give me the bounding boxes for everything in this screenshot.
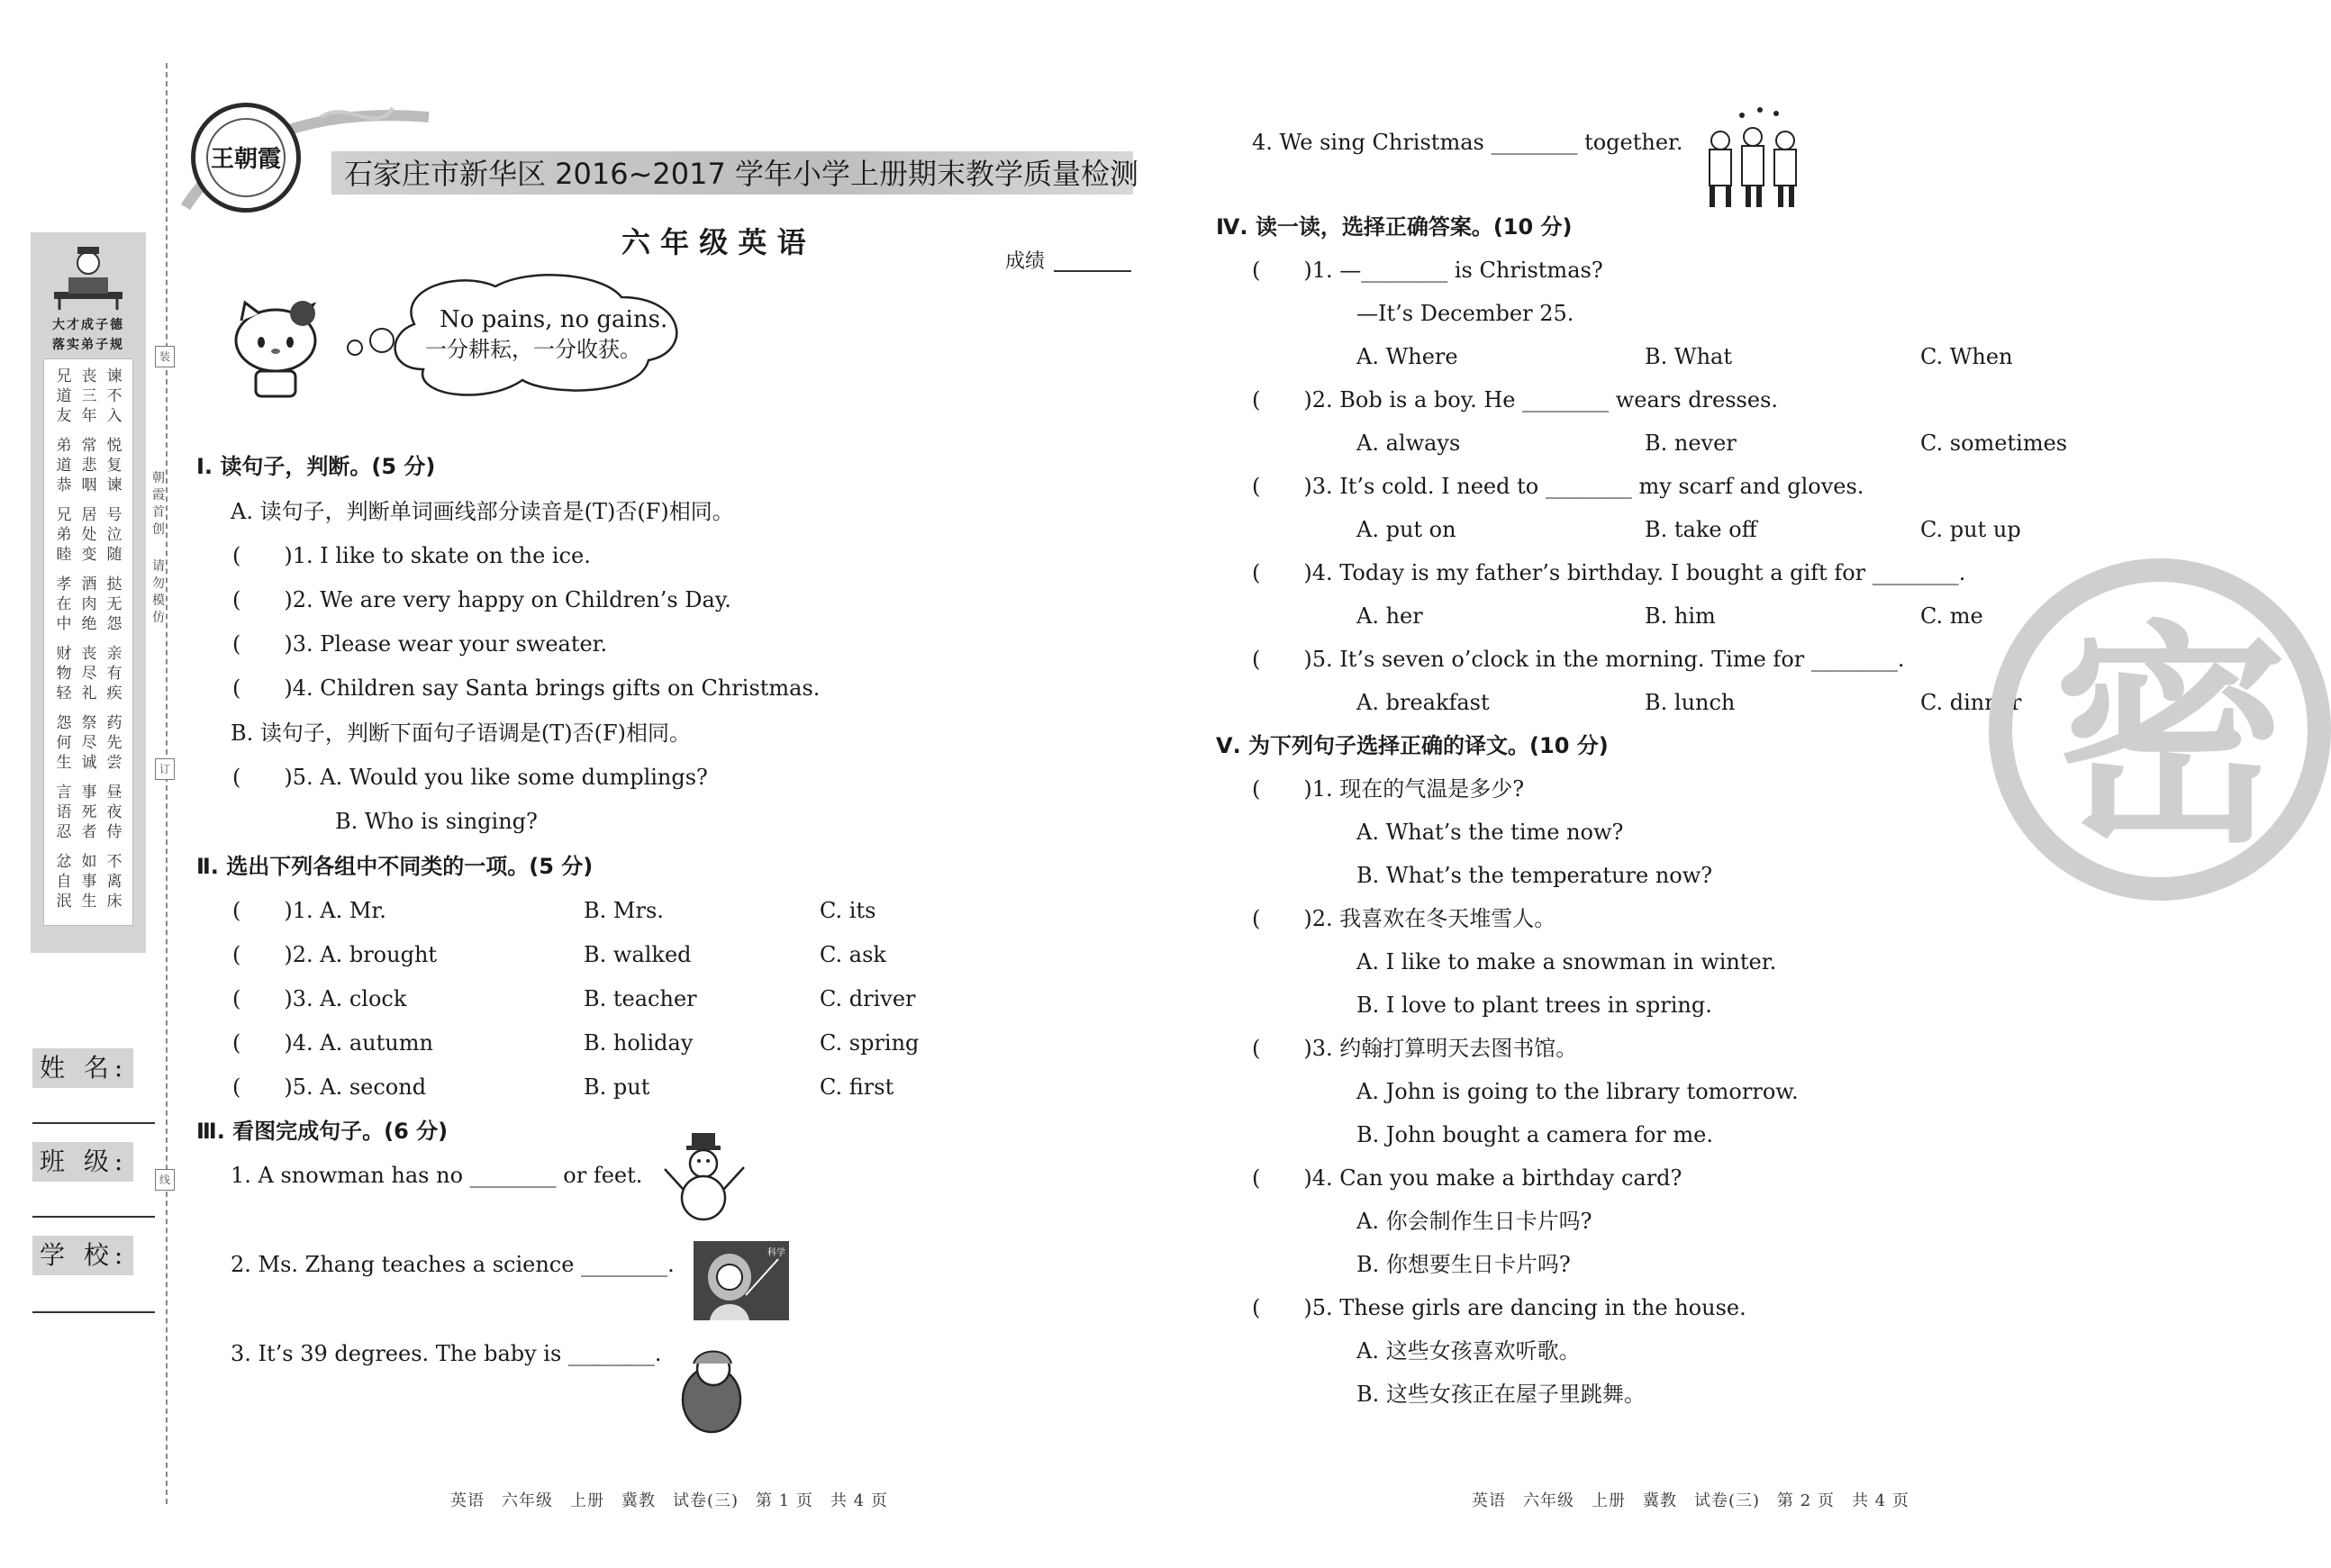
part5-q2-opt-a: A. I like to make a snowman in winter. (1356, 949, 1777, 974)
sidebar-poem-column: 居处变 (81, 506, 97, 564)
sidebar-poem-column: 药先尝 (106, 714, 122, 772)
part3-item-1: 1. A snowman has no ________ or feet. (231, 1163, 643, 1188)
part4-q5-opt-c: C. dinner (1920, 690, 2022, 715)
part4-q4-opt-a: A. her (1356, 603, 1423, 629)
part5-q1: ( )1. 现在的气温是多少? (1252, 776, 1525, 802)
part1-item-2: ( )2. We are very happy on Children’s Day. (232, 587, 731, 612)
blackboard-label: 科学 (767, 1248, 785, 1258)
sidebar-poem-column: 悦复谏 (106, 437, 122, 494)
footer-page-1: 英语 六年级 上册 冀教 试卷(三) 第 1 页 共 4 页 (450, 1491, 888, 1510)
sidebar-poem-column: 事死者 (81, 784, 97, 841)
snowman-icon (659, 1131, 749, 1225)
name-field[interactable] (32, 1122, 155, 1124)
sidebar-poem-column: 挞无怨 (106, 576, 122, 633)
bubble-english-text: No pains, no gains. (440, 306, 668, 333)
sidebar-poem-column: 酒肉绝 (81, 576, 97, 633)
cat-character-icon (225, 294, 333, 402)
part5-q3: ( )3. 约翰打算明天去图书馆。 (1252, 1036, 1578, 1061)
part5-q5-opt-b: B. 这些女孩正在屋子里跳舞。 (1356, 1382, 1646, 1407)
part2-row-1-c: C. its (820, 898, 876, 923)
margin-note-2: 请勿模仿 (152, 559, 165, 625)
footer-page-2: 英语 六年级 上册 冀教 试卷(三) 第 2 页 共 4 页 (1472, 1491, 1909, 1510)
sidebar-poem-column: 祭尽诚 (81, 714, 97, 772)
part2-row-5-a: ( )5. A. second (232, 1074, 427, 1100)
part5-q3-opt-b: B. John bought a camera for me. (1356, 1122, 1713, 1147)
part4-q5-opt-b: B. lunch (1645, 690, 1736, 715)
part2-row-3-b: B. teacher (584, 986, 697, 1011)
part1-item-3: ( )3. Please wear your sweater. (232, 631, 608, 657)
part2-heading: Ⅱ. 选出下列各组中不同类的一项。(5 分) (196, 854, 594, 879)
part1-item-5a: ( )5. A. Would you like some dumplings? (232, 765, 708, 790)
part4-q5: ( )5. It’s seven o’clock in the morning. Time for ________. (1252, 647, 1905, 672)
sick-baby-icon (674, 1346, 749, 1436)
brand-logo-text: 王朝霞 (206, 118, 286, 197)
part5-q2: ( )2. 我喜欢在冬天堆雪人。 (1252, 906, 1556, 931)
class-field[interactable] (32, 1216, 155, 1218)
sidebar-poem-column: 亲有疾 (106, 645, 122, 702)
class-label: 班 级: (32, 1142, 133, 1182)
binding-dashed-line (166, 63, 168, 1504)
part5-q4: ( )4. Can you make a birthday card? (1252, 1165, 1682, 1191)
part4-q1-opt-a: A. Where (1356, 344, 1458, 369)
part2-row-4-a: ( )4. A. autumn (232, 1030, 433, 1056)
sidebar-poem-column: 丧三年 (81, 367, 97, 425)
part4-q2-opt-b: B. never (1645, 431, 1737, 456)
part1-heading: Ⅰ. 读句子，判断。(5 分) (196, 454, 436, 479)
confidential-watermark (1989, 558, 2331, 901)
part1-b-instruction: B. 读句子，判断下面句子语调是(T)否(F)相同。 (231, 721, 692, 746)
sidebar-poem-column: 丧尽礼 (81, 645, 97, 702)
part4-q4: ( )4. Today is my father’s birthday. I bought a gift for ________. (1252, 560, 1966, 585)
sidebar-poem-group (44, 852, 134, 938)
school-field[interactable] (32, 1311, 155, 1313)
name-label: 姓 名: (32, 1048, 133, 1088)
part5-q5-opt-a: A. 这些女孩喜欢听歌。 (1356, 1338, 1581, 1364)
part4-q3-opt-c: C. put up (1920, 517, 2021, 542)
score-label: 成绩 (1005, 250, 1046, 273)
score-field[interactable] (1054, 270, 1131, 272)
part2-row-5-c: C. first (820, 1074, 894, 1100)
part3-heading: Ⅲ. 看图完成句子。(6 分) (196, 1119, 449, 1144)
sidebar-poem-column: 谏不入 (106, 367, 122, 425)
binding-seal-1: 装 (155, 346, 175, 367)
subject-title: 六 年 级 英 语 (621, 225, 806, 259)
sidebar-poem-column: 兄道友 (56, 367, 72, 425)
part5-heading: Ⅴ. 为下列句子选择正确的译文。(10 分) (1216, 733, 1609, 758)
part4-q1-opt-c: C. When (1920, 344, 2013, 369)
part4-q1-opt-b: B. What (1645, 344, 1732, 369)
sidebar-poem-column: 孝在中 (56, 576, 72, 633)
part5-q2-opt-b: B. I love to plant trees in spring. (1356, 992, 1712, 1018)
sidebar-motto-panel (31, 232, 146, 953)
part5-q1-opt-b: B. What’s the temperature now? (1356, 863, 1713, 888)
sidebar-poem-column: 弟道恭 (56, 437, 72, 494)
sidebar-poem-column: 忿自泯 (56, 853, 72, 911)
part4-q5-opt-a: A. breakfast (1356, 690, 1490, 715)
bubble-chinese-text: 一分耕耘，一分收获。 (425, 337, 641, 362)
part2-row-1-b: B. Mrs. (584, 898, 664, 923)
part2-row-1-a: ( )1. A. Mr. (232, 898, 386, 923)
sidebar-motto-line1: 大才成子德 (52, 318, 124, 332)
part4-q2: ( )2. Bob is a boy. He ________ wears dresses. (1252, 387, 1779, 412)
sidebar-poem-column: 如事生 (81, 853, 97, 911)
part5-q5: ( )5. These girls are dancing in the house. (1252, 1295, 1746, 1320)
sidebar-poem-column: 兄弟睦 (56, 506, 72, 564)
sidebar-poem-box (43, 358, 133, 926)
brand-logo (191, 103, 301, 213)
part2-row-2-a: ( )2. A. brought (232, 942, 438, 967)
part2-row-4-b: B. holiday (584, 1030, 694, 1056)
part5-q4-opt-b: B. 你想要生日卡片吗? (1356, 1252, 1571, 1277)
part4-q2-opt-a: A. always (1356, 431, 1461, 456)
part3-item-3: 3. It’s 39 degrees. The baby is ________. (231, 1341, 662, 1366)
part5-q4-opt-a: A. 你会制作生日卡片吗? (1356, 1209, 1592, 1234)
sidebar-poem-column: 号泣随 (106, 506, 122, 564)
part4-q4-opt-c: C. me (1920, 603, 1983, 629)
sidebar-poem-column: 财物轻 (56, 645, 72, 702)
part4-q1-answer: —It’s December 25. (1356, 301, 1574, 326)
sidebar-poem-column: 昼夜侍 (106, 784, 122, 841)
sidebar-poem-column: 常悲咽 (81, 437, 97, 494)
scholar-figure-icon (50, 241, 126, 312)
margin-note-1: 朝霞首创 (152, 471, 165, 537)
part1-item-1: ( )1. I like to skate on the ice. (232, 543, 591, 568)
part2-row-3-a: ( )3. A. clock (232, 986, 407, 1011)
part4-heading: Ⅳ. 读一读，选择正确答案。(10 分) (1216, 214, 1573, 240)
binding-seal-3: 线 (155, 1169, 175, 1191)
part2-row-2-b: B. walked (584, 942, 692, 967)
sidebar-poem-column: 言语忍 (56, 784, 72, 841)
part4-q3: ( )3. It’s cold. I need to ________ my scarf and gloves. (1252, 474, 1864, 499)
part4-q2-opt-c: C. sometimes (1920, 431, 2068, 456)
part5-q1-opt-a: A. What’s the time now? (1356, 820, 1624, 845)
part4-q1: ( )1. —________ is Christmas? (1252, 258, 1603, 283)
sidebar-motto-line2: 落实弟子规 (52, 338, 124, 352)
part2-row-5-b: B. put (584, 1074, 650, 1100)
watermark-glyph: 密 (2054, 603, 2288, 875)
part4-q3-opt-b: B. take off (1645, 517, 1757, 542)
exam-title: 石家庄市新华区 2016~2017 学年小学上册期末教学质量检测 (344, 157, 1139, 191)
sidebar-poem-column: 怨何生 (56, 714, 72, 772)
part2-row-3-c: C. driver (820, 986, 916, 1011)
part4-q3-opt-a: A. put on (1356, 517, 1456, 542)
school-label: 学 校: (32, 1236, 133, 1275)
part1-item-4: ( )4. Children say Santa brings gifts on Christmas. (232, 675, 821, 701)
part3-item-2: 2. Ms. Zhang teaches a science ________. (231, 1252, 675, 1277)
part1-item-5b: B. Who is singing? (335, 809, 538, 834)
part2-row-4-c: C. spring (820, 1030, 920, 1056)
part1-a-instruction: A. 读句子，判断单词画线部分读音是(T)否(F)相同。 (231, 499, 734, 524)
part4-q4-opt-b: B. him (1645, 603, 1716, 629)
sidebar-poem-column: 不离床 (106, 853, 122, 911)
part3-item-4: 4. We sing Christmas ________ together. (1252, 130, 1683, 155)
carol-singers-icon (1702, 104, 1803, 211)
binding-seal-2: 订 (155, 758, 175, 780)
part5-q3-opt-a: A. John is going to the library tomorrow. (1356, 1079, 1799, 1104)
part2-row-2-c: C. ask (820, 942, 886, 967)
